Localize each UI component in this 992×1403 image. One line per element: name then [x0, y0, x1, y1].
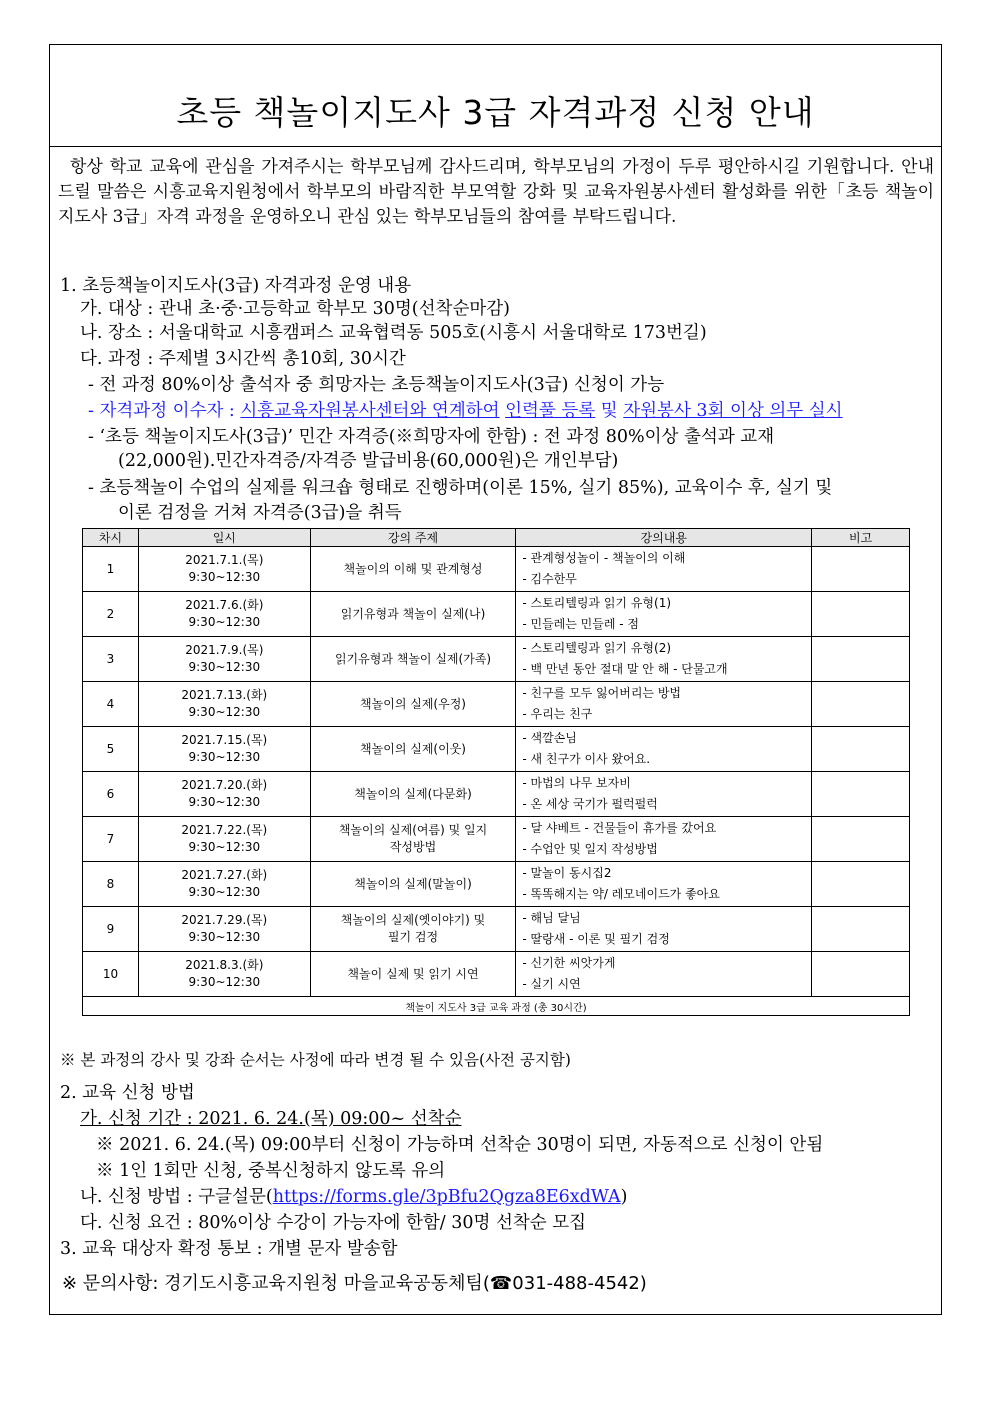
session-number: 6	[83, 772, 139, 817]
session-datetime	[138, 862, 310, 907]
session-content	[516, 952, 812, 997]
session-content-line1: - 친구를 모두 잃어버리는 방법	[522, 686, 682, 700]
session-date: 2021.7.6.(화)	[185, 598, 264, 612]
header-note: 비고	[812, 529, 910, 547]
session-number: 9	[83, 907, 139, 952]
header-topic: 강의 주제	[310, 529, 516, 547]
table-row	[83, 952, 910, 997]
bullet-completion-prefix: - 자격과정 이수자 :	[88, 401, 241, 421]
session-number: 10	[83, 952, 139, 997]
apply-period: 가. 신청 기간 : 2021. 6. 24.(목) 09:00~ 선착순	[80, 1109, 462, 1129]
session-topic	[310, 682, 516, 727]
session-topic	[310, 772, 516, 817]
session-content	[516, 592, 812, 637]
session-date: 2021.7.13.(화)	[181, 688, 268, 702]
session-topic	[310, 817, 516, 862]
survey-link[interactable]: https://forms.gle/3pBfu2Qgza8E6xdWA	[272, 1187, 621, 1207]
session-content-line2: - 온 세상 국기가 펄럭펄럭	[522, 797, 658, 811]
session-number: 8	[83, 862, 139, 907]
session-content	[516, 682, 812, 727]
session-content	[516, 862, 812, 907]
session-content	[516, 637, 812, 682]
session-note	[812, 682, 910, 727]
session-number: 7	[83, 817, 139, 862]
session-topic-line1: 책놀이의 실제(이웃)	[360, 741, 466, 756]
session-topic-line1: 읽기유형과 책놀이 실제(가족)	[334, 651, 492, 666]
session-content-line2: - 새 친구가 이사 왔어요.	[522, 752, 651, 766]
session-content-line2: - 수업안 및 일지 작성방법	[522, 842, 658, 856]
session-content	[516, 547, 812, 592]
bullet-workshop-1: - 초등책놀이 수업의 실제를 워크숍 형태로 진행하며(이론 15%, 실기 85%), 교육이수 후, 실기 및	[88, 478, 833, 498]
session-note	[812, 907, 910, 952]
session-time: 9:30~12:30	[188, 660, 261, 674]
session-content-line1: - 색깔손님	[522, 731, 577, 745]
session-time: 9:30~12:30	[188, 885, 261, 899]
session-content	[516, 817, 812, 862]
session-content-line1: - 달 샤베트 - 건물들이 휴가를 갔어요	[522, 821, 717, 835]
apply-note-2: ※ 1인 1회만 신청, 중복신청하지 않도록 유의	[96, 1161, 446, 1181]
table-header-row	[83, 529, 910, 547]
session-topic	[310, 592, 516, 637]
header-datetime: 일시	[138, 529, 310, 547]
session-note	[812, 862, 910, 907]
session-topic-line2: 필기 검정	[387, 930, 439, 944]
session-date: 2021.7.15.(목)	[181, 733, 268, 747]
bullet-certificate-2: (22,000원).민간자격증/자격증 발급비용(60,000원)은 개인부담)	[118, 451, 619, 471]
session-datetime	[138, 637, 310, 682]
section1-heading: 1. 초등책놀이지도사(3급) 자격과정 운영 내용	[60, 276, 412, 296]
session-note	[812, 637, 910, 682]
section3-line: 3. 교육 대상자 확정 통보 : 개별 문자 발송함	[60, 1239, 398, 1259]
change-notice: ※ 본 과정의 강사 및 강좌 순서는 사정에 따라 변경 될 수 있음(사전 공지함)	[60, 1051, 571, 1069]
table-row	[83, 907, 910, 952]
session-number: 5	[83, 727, 139, 772]
session-note	[812, 547, 910, 592]
session-date: 2021.8.3.(화)	[185, 958, 264, 972]
session-content-line2: - 딸랑새 - 이론 및 필기 검정	[522, 932, 670, 946]
bullet-completion-b: 인력풀 등록	[505, 401, 596, 421]
session-datetime	[138, 952, 310, 997]
apply-method-suffix: )	[620, 1187, 628, 1207]
session-number: 4	[83, 682, 139, 727]
bullet-completion-a: 시흥교육자원봉사센터와 연계하여	[240, 401, 500, 421]
session-content-line1: - 신기한 씨앗가게	[522, 956, 616, 970]
session-datetime	[138, 817, 310, 862]
session-time: 9:30~12:30	[188, 795, 261, 809]
session-content-line1: - 관계형성놀이 - 책놀이의 이해	[522, 551, 686, 565]
page-title: 초등 책놀이지도사 3급 자격과정 신청 안내	[176, 93, 815, 132]
session-number: 1	[83, 547, 139, 592]
session-content-line2: - 실기 시연	[522, 977, 581, 991]
contact-line: ※ 문의사항: 경기도시흥교육지원청 마을교육공동체팀(☎031-488-4542)	[62, 1273, 647, 1294]
bullet-attendance: - 전 과정 80%이상 출석자 중 희망자는 초등책놀이지도사(3급) 신청이 가능	[88, 375, 665, 395]
session-topic	[310, 952, 516, 997]
session-content-line1: - 스토리텔링과 읽기 유형(2)	[522, 641, 672, 655]
session-note	[812, 952, 910, 997]
course-line: 다. 과정 : 주제별 3시간씩 총10회, 30시간	[80, 349, 406, 369]
table-row	[83, 862, 910, 907]
session-note	[812, 772, 910, 817]
table-caption: 책놀이 지도사 3급 교육 과정 (총 30시간)	[83, 997, 910, 1016]
session-content-line2: - 우리는 친구	[522, 707, 593, 721]
intro-paragraph: 항상 학교 교육에 관심을 가져주시는 학부모님께 감사드리며, 학부모님의 가정이 두루 평안하시길 기원합니다. 안내 드릴 말씀은 시흥교육지원청에서 학부모의 바람직한 부모역할 강화 및 교육자원봉사센터 활성화를 위한「초등 책놀이 지도사 3급」자격 과정을 운영하오니 관심 있는 학부모님들의 참여를 부탁드립니다.	[58, 157, 934, 227]
session-topic	[310, 727, 516, 772]
session-time: 9:30~12:30	[188, 930, 261, 944]
section2-heading: 2. 교육 신청 방법	[60, 1083, 195, 1103]
apply-method-prefix: 나. 신청 방법 : 구글설문(	[80, 1187, 273, 1207]
session-content-line1: - 말놀이 동시집2	[522, 866, 612, 880]
session-topic-line1: 책놀이의 실제(여름) 및 일지	[338, 823, 488, 837]
table-row	[83, 772, 910, 817]
session-topic	[310, 547, 516, 592]
bullet-certificate-1: - ‘초등 책놀이지도사(3급)’ 민간 자격증(※희망자에 한함) : 전 과정 80%이상 출석과 교재	[88, 427, 775, 447]
place-line: 나. 장소 : 서울대학교 시흥캠퍼스 교육협력동 505호(시흥시 서울대학로 173번길)	[80, 323, 707, 343]
session-date: 2021.7.9.(목)	[185, 643, 264, 657]
session-date: 2021.7.20.(화)	[181, 778, 268, 792]
session-topic-line1: 책놀이 실제 및 읽기 시연	[347, 966, 479, 981]
session-content-line2: - 똑똑해지는 약/ 레모네이드가 좋아요	[522, 887, 720, 901]
session-topic-line1: 책놀이의 실제(우정)	[360, 696, 466, 711]
session-note	[812, 592, 910, 637]
session-content-line2: - 민들레는 민들레 - 점	[522, 617, 639, 631]
session-datetime	[138, 772, 310, 817]
header-content: 강의내용	[516, 529, 812, 547]
apply-requirement: 다. 신청 요건 : 80%이상 수강이 가능자에 한함/ 30명 선착순 모집	[80, 1213, 587, 1233]
session-datetime	[138, 907, 310, 952]
session-content-line1: - 마법의 나무 보자비	[522, 776, 631, 790]
session-note	[812, 727, 910, 772]
bullet-completion-c: 및	[595, 401, 624, 421]
session-date: 2021.7.22.(목)	[181, 823, 268, 837]
session-topic	[310, 907, 516, 952]
title-divider	[50, 146, 941, 147]
header-session: 차시	[83, 529, 139, 547]
session-datetime	[138, 592, 310, 637]
session-topic-line1: 책놀이의 이해 및 관계형성	[343, 561, 483, 576]
apply-note-1: ※ 2021. 6. 24.(목) 09:00부터 신청이 가능하며 선착순 30명이 되면, 자동적으로 신청이 안됨	[96, 1135, 824, 1155]
schedule-table	[82, 528, 910, 1016]
session-time: 9:30~12:30	[188, 615, 261, 629]
table-row	[83, 727, 910, 772]
session-topic-line1: 책놀이의 실제(다문화)	[354, 786, 472, 801]
session-topic-line2: 작성방법	[389, 840, 437, 854]
session-topic-line1: 책놀이의 실제(옛이야기) 및	[340, 913, 486, 927]
bullet-workshop-2: 이론 검정을 거쳐 자격증(3급)을 취득	[118, 503, 402, 523]
session-time: 9:30~12:30	[188, 750, 261, 764]
session-time: 9:30~12:30	[188, 570, 261, 584]
session-time: 9:30~12:30	[188, 975, 261, 989]
session-date: 2021.7.27.(화)	[181, 868, 268, 882]
session-content-line1: - 스토리텔링과 읽기 유형(1)	[522, 596, 672, 610]
session-datetime	[138, 547, 310, 592]
session-content-line2: - 김수한무	[522, 572, 577, 586]
table-row	[83, 637, 910, 682]
session-datetime	[138, 727, 310, 772]
session-number: 2	[83, 592, 139, 637]
session-date: 2021.7.1.(목)	[185, 553, 264, 567]
session-content	[516, 772, 812, 817]
table-row	[83, 682, 910, 727]
session-topic	[310, 637, 516, 682]
session-topic-line1: 읽기유형과 책놀이 실제(나)	[340, 606, 486, 621]
session-content	[516, 727, 812, 772]
session-topic-line1: 책놀이의 실제(말놀이)	[354, 876, 472, 891]
session-content-line1: - 해님 달님	[522, 911, 581, 925]
table-row	[83, 547, 910, 592]
session-content-line2: - 백 만년 동안 절대 말 안 해 - 단물고개	[522, 662, 728, 676]
session-time: 9:30~12:30	[188, 705, 261, 719]
session-topic	[310, 862, 516, 907]
table-row	[83, 817, 910, 862]
bullet-completion	[88, 397, 843, 422]
session-date: 2021.7.29.(목)	[181, 913, 268, 927]
bullet-completion-d: 자원봉사 3회 이상 의무 실시	[623, 401, 843, 421]
session-note	[812, 817, 910, 862]
target-line: 가. 대상 : 관내 초·중·고등학교 학부모 30명(선착순마감)	[80, 299, 510, 319]
session-content	[516, 907, 812, 952]
apply-method	[80, 1183, 627, 1208]
session-datetime	[138, 682, 310, 727]
session-number: 3	[83, 637, 139, 682]
session-time: 9:30~12:30	[188, 840, 261, 854]
table-row	[83, 592, 910, 637]
